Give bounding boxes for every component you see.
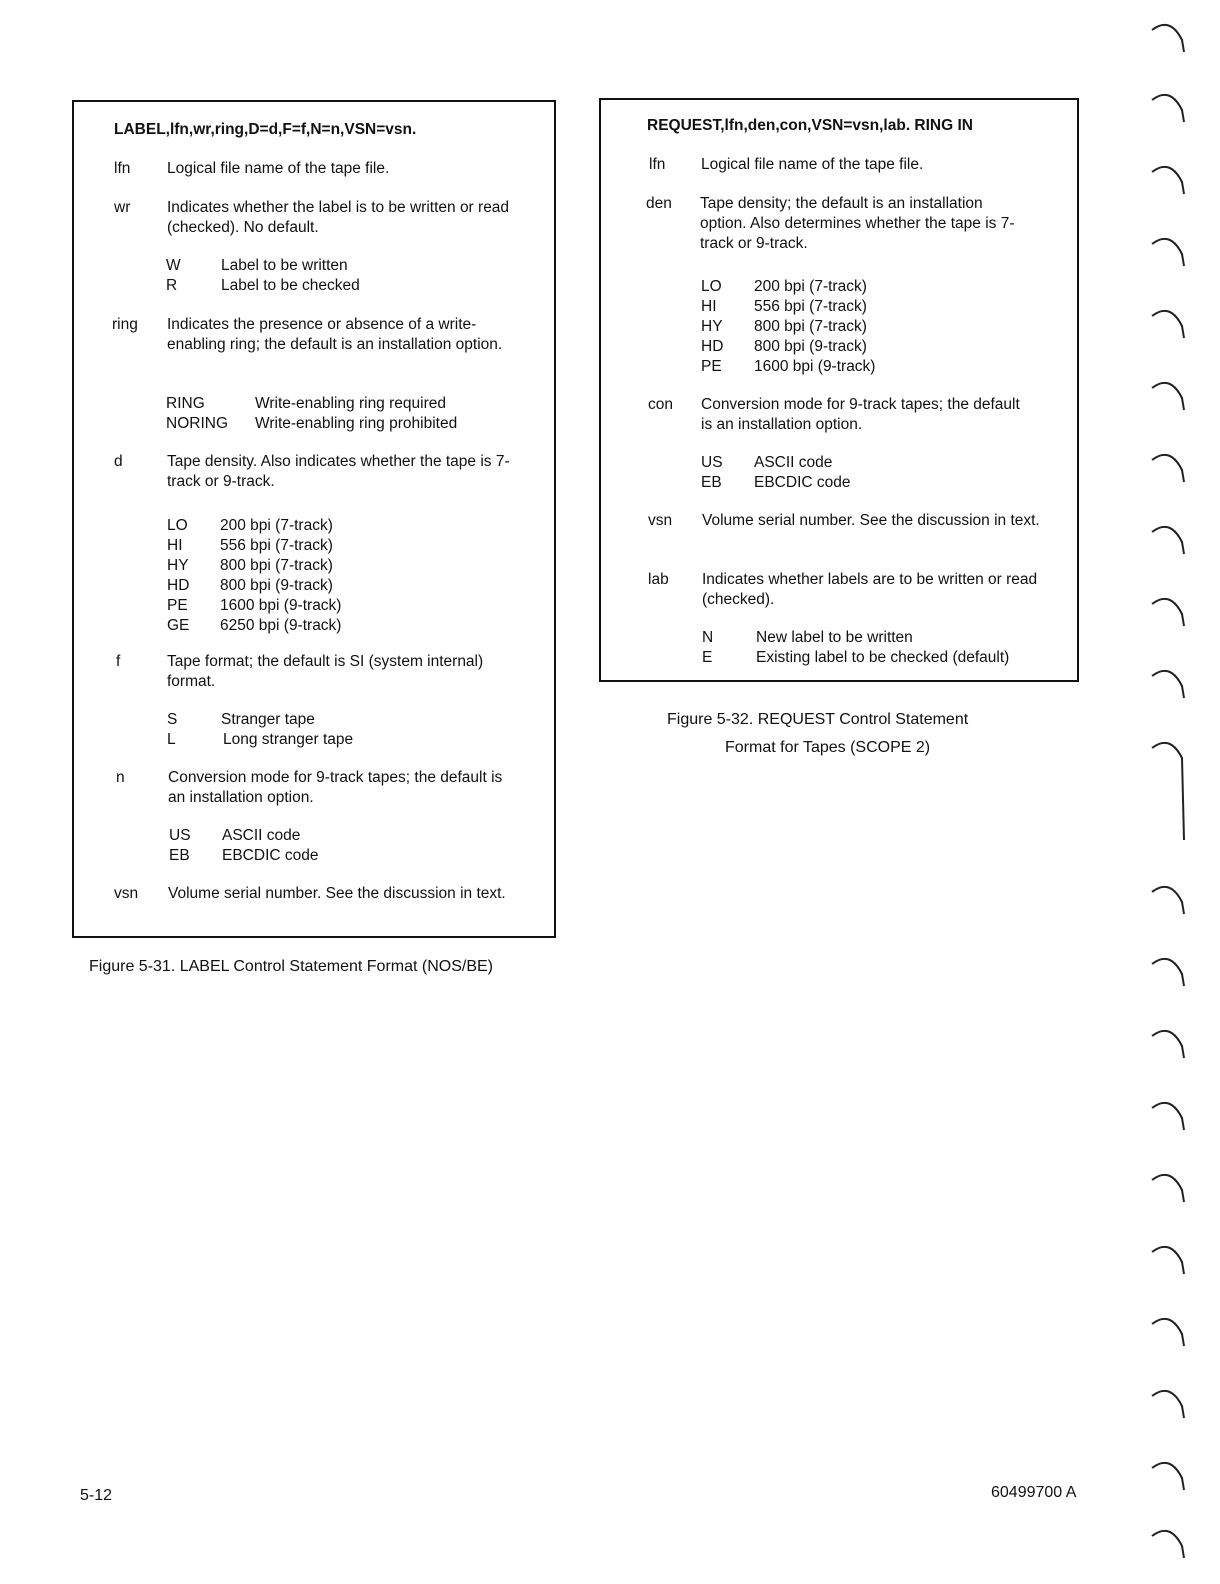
param-desc: Logical file name of the tape file. bbox=[701, 156, 924, 173]
param-desc: Tape format; the default is SI (system internal) format. bbox=[167, 653, 484, 690]
value-key: PE bbox=[167, 597, 188, 614]
value-key: PE bbox=[701, 358, 722, 375]
binding-hole-icon bbox=[1152, 599, 1184, 626]
binding-hole-icon bbox=[1152, 239, 1184, 266]
binding-hole-icon bbox=[1152, 671, 1184, 698]
value-text: 556 bpi (7-track) bbox=[754, 298, 867, 315]
param-name: d bbox=[114, 453, 123, 470]
value-text: New label to be written bbox=[756, 629, 913, 646]
value-text: 800 bpi (7-track) bbox=[220, 557, 333, 574]
value-text: 200 bpi (7-track) bbox=[754, 278, 867, 295]
value-key: EB bbox=[701, 474, 722, 491]
binding-hole-icon bbox=[1152, 1463, 1184, 1490]
binding-hole-icon bbox=[1152, 959, 1184, 986]
value-text: ASCII code bbox=[222, 827, 301, 844]
param-desc: Volume serial number. See the discussion in text. bbox=[702, 512, 1040, 529]
binding-hole-icon bbox=[1152, 527, 1184, 554]
value-text: 1600 bpi (9-track) bbox=[754, 358, 876, 375]
value-key: LO bbox=[167, 517, 188, 534]
binding-hole-icon bbox=[1152, 1103, 1184, 1130]
value-text: 6250 bpi (9-track) bbox=[220, 617, 342, 634]
binding-hole-icon bbox=[1152, 743, 1184, 840]
value-key: RING bbox=[166, 395, 205, 412]
value-key: S bbox=[167, 711, 178, 728]
value-key: LO bbox=[701, 278, 722, 295]
figure-5-32-caption-line2: Format for Tapes (SCOPE 2) bbox=[725, 739, 931, 756]
value-key: E bbox=[702, 649, 713, 666]
binding-hole-icon bbox=[1152, 1531, 1184, 1558]
page-number: 5-12 bbox=[80, 1487, 113, 1504]
param-desc: Indicates whether labels are to be written or read (checked). bbox=[702, 571, 1038, 608]
param-desc: Conversion mode for 9-track tapes; the default is an installation option. bbox=[701, 396, 1020, 433]
param-name: vsn bbox=[648, 512, 673, 529]
value-key: HY bbox=[167, 557, 189, 574]
value-text: EBCDIC code bbox=[222, 847, 319, 864]
value-key: HD bbox=[701, 338, 724, 355]
binding-hole-icon bbox=[1152, 1247, 1184, 1274]
param-name: wr bbox=[114, 199, 131, 216]
param-name: con bbox=[648, 396, 673, 413]
param-desc: Indicates whether the label is to be written or read (checked). No default. bbox=[167, 199, 510, 236]
figure-5-31-caption: Figure 5-31. LABEL Control Statement Format (NOS/BE) bbox=[89, 958, 494, 975]
param-desc: Tape density. Also indicates whether the tape is 7-track or 9-track. bbox=[167, 453, 510, 490]
binding-holes bbox=[1140, 0, 1210, 1584]
value-text: Existing label to be checked (default) bbox=[756, 649, 1010, 666]
value-key: GE bbox=[167, 617, 190, 634]
binding-hole-icon bbox=[1152, 25, 1184, 52]
binding-hole-icon bbox=[1152, 455, 1184, 482]
value-key: W bbox=[166, 257, 181, 274]
value-text: ASCII code bbox=[754, 454, 833, 471]
param-name: lfn bbox=[649, 156, 666, 173]
binding-hole-icon bbox=[1152, 1175, 1184, 1202]
param-name: n bbox=[116, 769, 125, 786]
value-key: US bbox=[169, 827, 191, 844]
document-number: 60499700 A bbox=[991, 1484, 1077, 1501]
param-name: vsn bbox=[114, 885, 139, 902]
value-text: Stranger tape bbox=[221, 711, 315, 728]
value-text: 556 bpi (7-track) bbox=[220, 537, 333, 554]
value-text: 800 bpi (7-track) bbox=[754, 318, 867, 335]
param-name: lfn bbox=[114, 160, 131, 177]
value-key: HI bbox=[701, 298, 717, 315]
request-statement-syntax: REQUEST,lfn,den,con,VSN=vsn,lab. RING IN bbox=[647, 117, 973, 134]
param-name: ring bbox=[112, 316, 138, 333]
binding-hole-icon bbox=[1152, 1391, 1184, 1418]
value-text: EBCDIC code bbox=[754, 474, 851, 491]
value-key: NORING bbox=[166, 415, 228, 432]
figure-5-32-caption-line1: Figure 5-32. REQUEST Control Statement bbox=[667, 711, 969, 728]
value-key: L bbox=[167, 731, 176, 748]
param-name: f bbox=[116, 653, 121, 670]
value-text: Write-enabling ring required bbox=[255, 395, 446, 412]
binding-hole-icon bbox=[1152, 167, 1184, 194]
label-statement-syntax: LABEL,lfn,wr,ring,D=d,F=f,N=n,VSN=vsn. bbox=[114, 121, 417, 138]
param-name: lab bbox=[648, 571, 669, 588]
value-text: 200 bpi (7-track) bbox=[220, 517, 333, 534]
value-key: HD bbox=[167, 577, 190, 594]
value-text: 800 bpi (9-track) bbox=[754, 338, 867, 355]
value-text: 800 bpi (9-track) bbox=[220, 577, 333, 594]
value-text: Long stranger tape bbox=[223, 731, 354, 748]
figure-5-31-box bbox=[72, 100, 556, 938]
value-key: N bbox=[702, 629, 714, 646]
value-key: R bbox=[166, 277, 178, 294]
value-text: Label to be checked bbox=[221, 277, 360, 294]
figure-5-32-box bbox=[599, 98, 1079, 682]
binding-hole-icon bbox=[1152, 383, 1184, 410]
value-text: Write-enabling ring prohibited bbox=[255, 415, 458, 432]
param-desc: Logical file name of the tape file. bbox=[167, 160, 390, 177]
binding-hole-icon bbox=[1152, 311, 1184, 338]
value-text: 1600 bpi (9-track) bbox=[220, 597, 342, 614]
param-desc: Indicates the presence or absence of a write-enabling ring; the default is an installation option. bbox=[167, 316, 503, 353]
binding-hole-icon bbox=[1152, 1031, 1184, 1058]
binding-hole-icon bbox=[1152, 95, 1184, 122]
param-desc: Volume serial number. See the discussion in text. bbox=[168, 885, 506, 902]
param-desc: Conversion mode for 9-track tapes; the default is an installation option. bbox=[168, 769, 503, 806]
binding-hole-icon bbox=[1152, 1319, 1184, 1346]
param-name: den bbox=[646, 195, 672, 212]
value-key: EB bbox=[169, 847, 190, 864]
value-key: HY bbox=[701, 318, 723, 335]
param-desc: Tape density; the default is an installation option. Also determines whether the tape is 7-track or 9-track. bbox=[700, 195, 1015, 252]
value-text: Label to be written bbox=[221, 257, 348, 274]
value-key: US bbox=[701, 454, 723, 471]
binding-hole-icon bbox=[1152, 887, 1184, 914]
value-key: HI bbox=[167, 537, 183, 554]
